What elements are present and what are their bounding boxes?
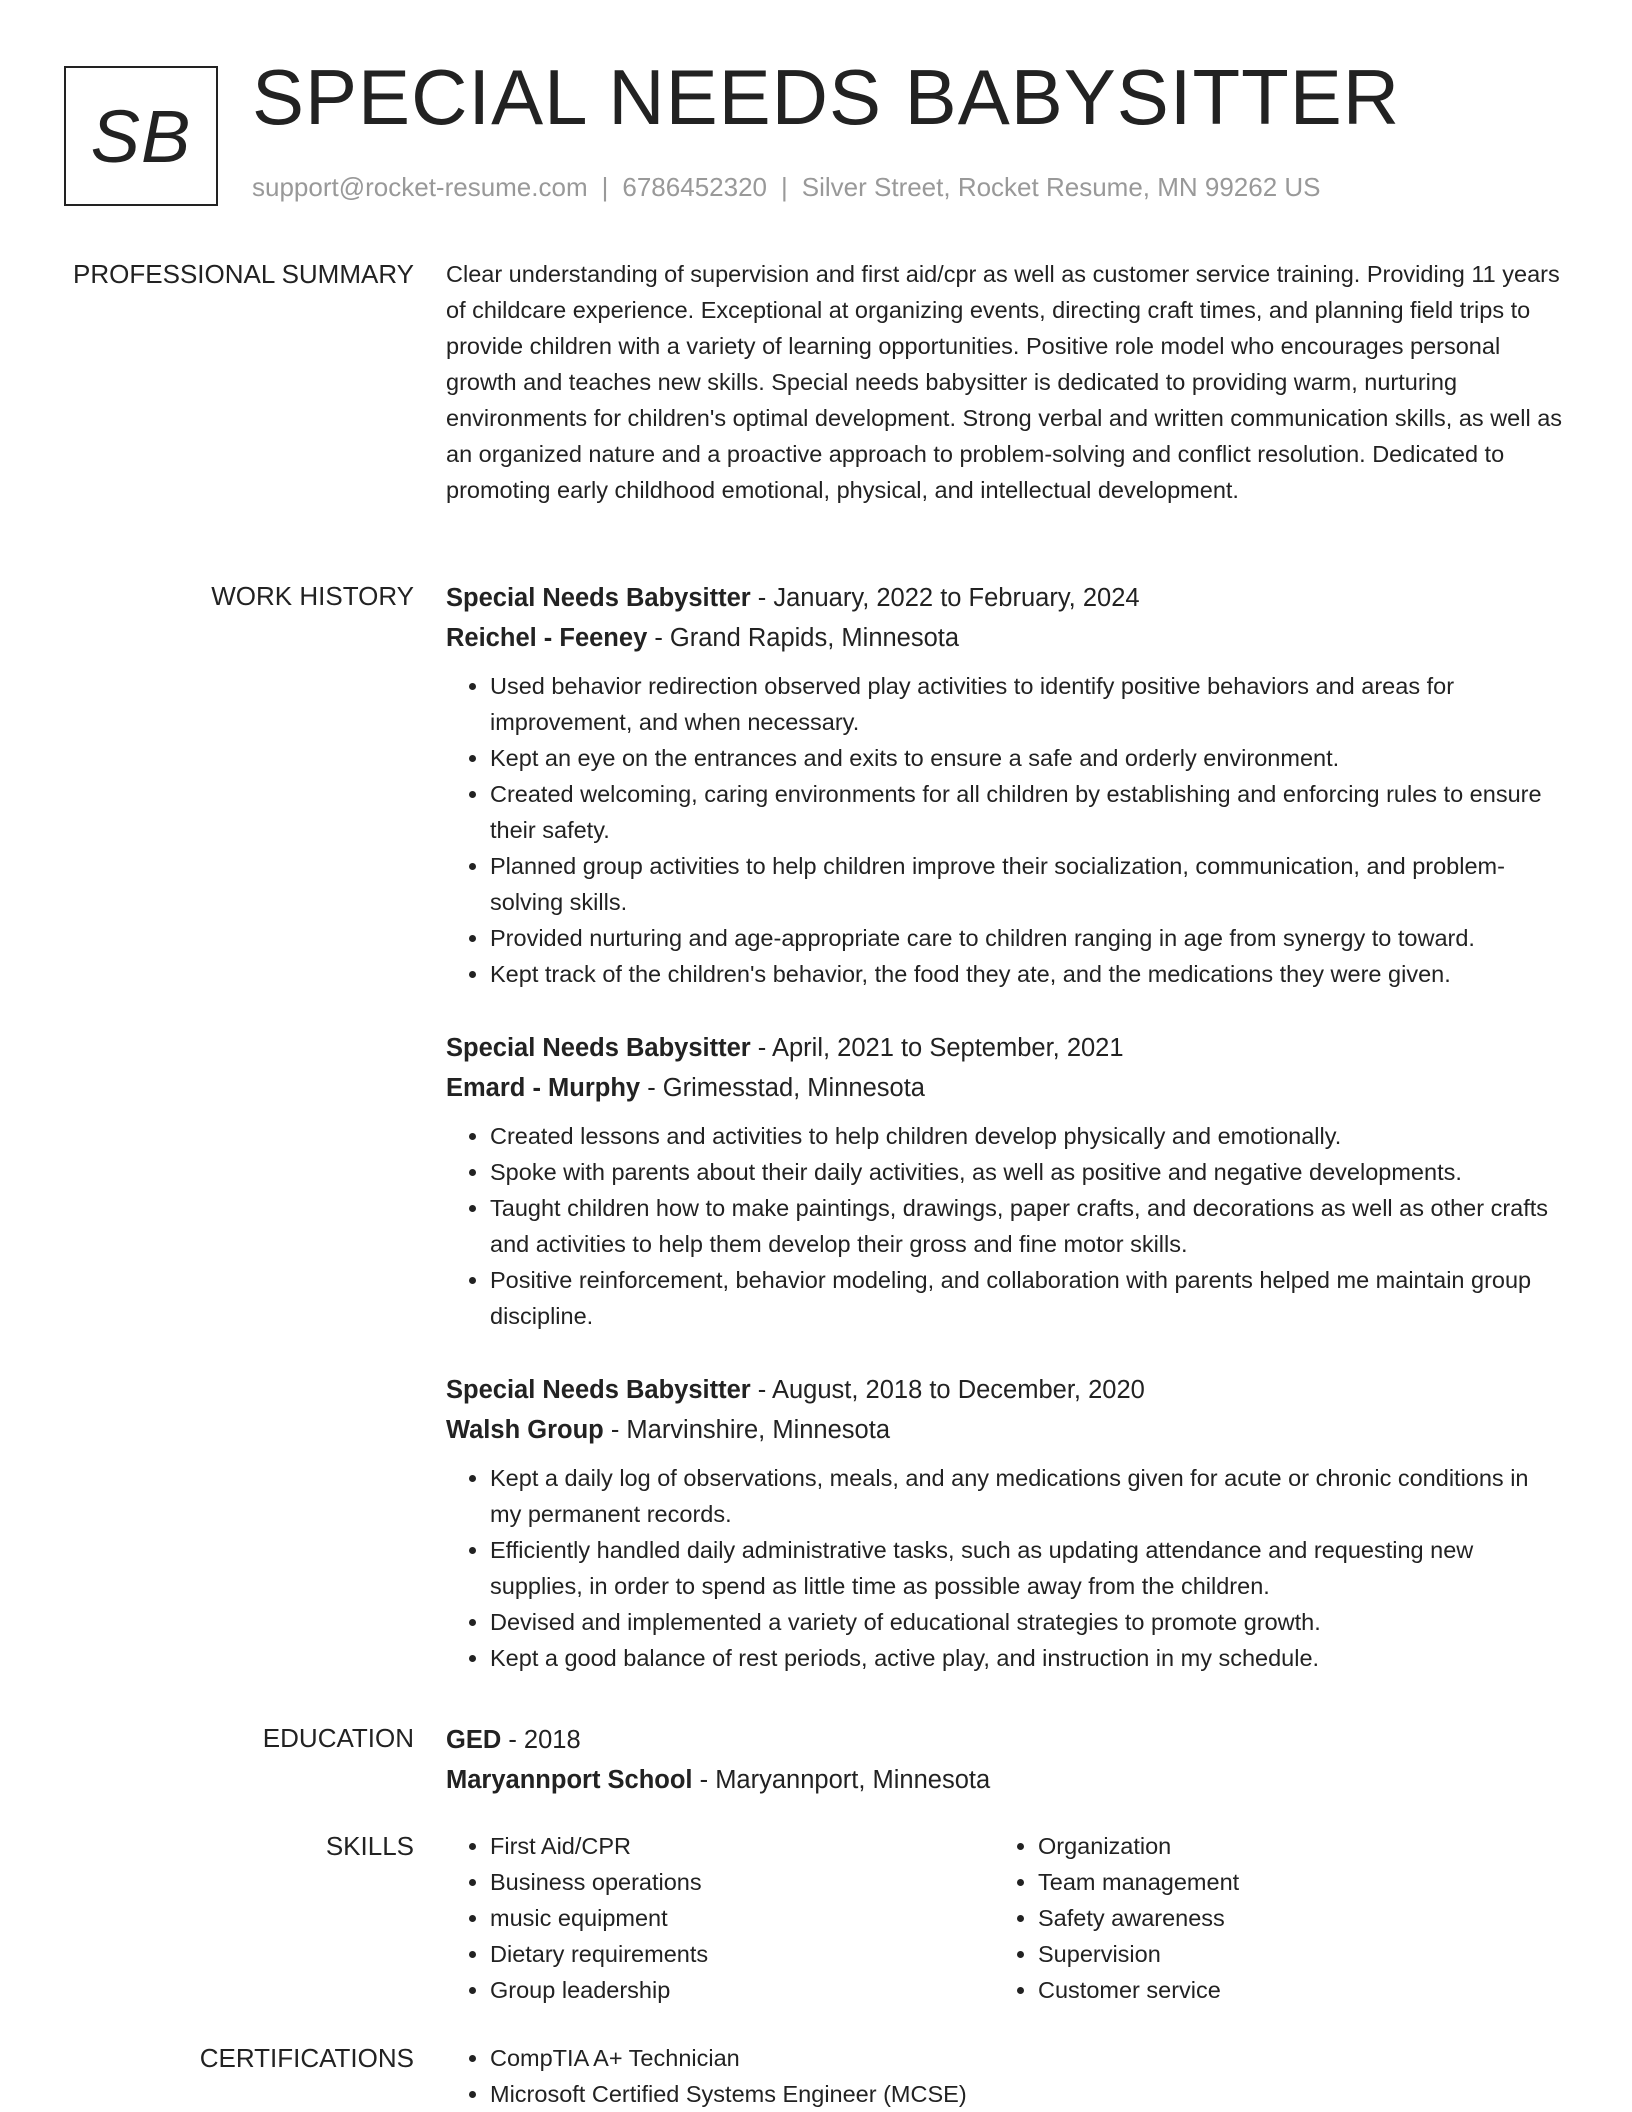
section-label-education: EDUCATION [262, 1723, 414, 1753]
skill-item: • Business operations [490, 1864, 994, 1900]
job-bullet: • Positive reinforcement, behavior modeling, and collaboration with parents helped me maintain group discipline. [490, 1262, 1564, 1334]
job-bullet: • Created welcoming, caring environments for all children by establishing and enforcing rules to ensure their safety. [490, 776, 1564, 848]
monogram-box [64, 66, 218, 206]
certifications-content [446, 2040, 1564, 2112]
education-location: - Maryannport, Minnesota [692, 1766, 991, 1794]
skill-item: • Team management [1038, 1864, 1542, 1900]
job-dates: - April, 2021 to September, 2021 [750, 1034, 1124, 1062]
certification-item: • CompTIA A+ Technician [490, 2040, 1564, 2076]
job-bullet: • Taught children how to make paintings, drawings, paper crafts, and decorations as well as other crafts and activities to help them develop their gross and fine motor skills. [490, 1190, 1564, 1262]
summary-content [446, 256, 1564, 508]
job-bullet: • Kept track of the children's behavior, the food they ate, and the medications they were given. [490, 956, 1564, 992]
job-location: - Grand Rapids, Minnesota [647, 624, 960, 652]
education-degree: GED [446, 1726, 502, 1754]
contact-separator: | [601, 172, 609, 202]
job-entry [446, 578, 1564, 992]
education-year: - 2018 [501, 1726, 581, 1754]
job-bullets [446, 668, 1564, 992]
job-bullet: • Kept a daily log of observations, meals, and any medications given for acute or chronic conditions in my permanent records. [490, 1460, 1564, 1532]
contact-phone: 6786452320 [622, 172, 767, 202]
monogram-initials: SB [90, 94, 192, 178]
job-bullet: • Efficiently handled daily administrative tasks, such as updating attendance and requesting new supplies, in order to spend as little time as possible away from the children. [490, 1532, 1564, 1604]
job-bullets [446, 1460, 1564, 1676]
section-label-certifications: CERTIFICATIONS [199, 2043, 414, 2073]
job-entry [446, 1028, 1564, 1334]
job-bullet: • Devised and implemented a variety of educational strategies to promote growth. [490, 1604, 1564, 1640]
job-title: Special Needs Babysitter [446, 584, 751, 612]
job-entry [446, 1370, 1564, 1676]
skill-item: • Organization [1038, 1828, 1542, 1864]
summary-text: Clear understanding of supervision and first aid/cpr as well as customer service training. Providing 11 years of childcare experience. Exceptional at organizing events, directing craft times, and planning field trips to provide children with a variety of learning opportunities. Positive role model who encourages personal growth and teaches new skills. Special needs babysitter is dedicated to providing warm, nurturing environments for children's optimal development. Strong verbal and written communication skills, as well as an organized nature and a proactive approach to problem-solving and conflict resolution. Dedicated to promoting early childhood emotional, physical, and intellectual development. [446, 261, 1563, 503]
job-location: - Grimesstad, Minnesota [640, 1074, 925, 1102]
skills-list-right [994, 1828, 1542, 2008]
skill-item: • First Aid/CPR [490, 1828, 994, 1864]
candidate-name: SPECIAL NEEDS BABYSITTER [252, 53, 1401, 141]
job-bullet: • Planned group activities to help children improve their socialization, communication, and problem-solving skills. [490, 848, 1564, 920]
job-location: - Marvinshire, Minnesota [603, 1416, 890, 1444]
skills-content [446, 1828, 1564, 2008]
job-title: Special Needs Babysitter [446, 1376, 751, 1404]
work-history-content [446, 578, 1564, 1712]
job-title: Special Needs Babysitter [446, 1034, 751, 1062]
certifications-list [446, 2040, 1564, 2112]
education-content [446, 1720, 1564, 1800]
job-company: Reichel - Feeney [446, 624, 648, 652]
contact-email: support@rocket-resume.com [252, 172, 588, 202]
job-bullet: • Spoke with parents about their daily activities, as well as positive and negative developments. [490, 1154, 1564, 1190]
skill-item: • Safety awareness [1038, 1900, 1542, 1936]
contact-line [252, 172, 1321, 203]
job-bullet: • Used behavior redirection observed play activities to identify positive behaviors and areas for improvement, and when necessary. [490, 668, 1564, 740]
contact-separator: | [781, 172, 788, 202]
section-label-work-history: WORK HISTORY [211, 581, 414, 611]
contact-address: Silver Street, Rocket Resume, MN 99262 US [801, 172, 1321, 202]
section-label-summary: PROFESSIONAL SUMMARY [73, 259, 414, 289]
job-bullets [446, 1118, 1564, 1334]
job-dates: - January, 2022 to February, 2024 [750, 584, 1140, 612]
job-bullet: • Provided nurturing and age-appropriate care to children ranging in age from synergy to toward. [490, 920, 1564, 956]
job-dates: - August, 2018 to December, 2020 [750, 1376, 1145, 1404]
job-company: Walsh Group [446, 1416, 604, 1444]
job-company: Emard - Murphy [446, 1074, 641, 1102]
skill-item: • Customer service [1038, 1972, 1542, 2008]
skill-item: • music equipment [490, 1900, 994, 1936]
certification-item: • Microsoft Certified Systems Engineer (MCSE) [490, 2076, 1564, 2112]
skill-item: • Group leadership [490, 1972, 994, 2008]
section-label-skills: SKILLS [325, 1831, 414, 1861]
education-school: Maryannport School [446, 1766, 693, 1794]
job-bullet: • Created lessons and activities to help children develop physically and emotionally. [490, 1118, 1564, 1154]
job-bullet: • Kept an eye on the entrances and exits to ensure a safe and orderly environment. [490, 740, 1564, 776]
skill-item: • Supervision [1038, 1936, 1542, 1972]
skills-list-left [446, 1828, 994, 2008]
job-bullet: • Kept a good balance of rest periods, active play, and instruction in my schedule. [490, 1640, 1564, 1676]
skill-item: • Dietary requirements [490, 1936, 994, 1972]
